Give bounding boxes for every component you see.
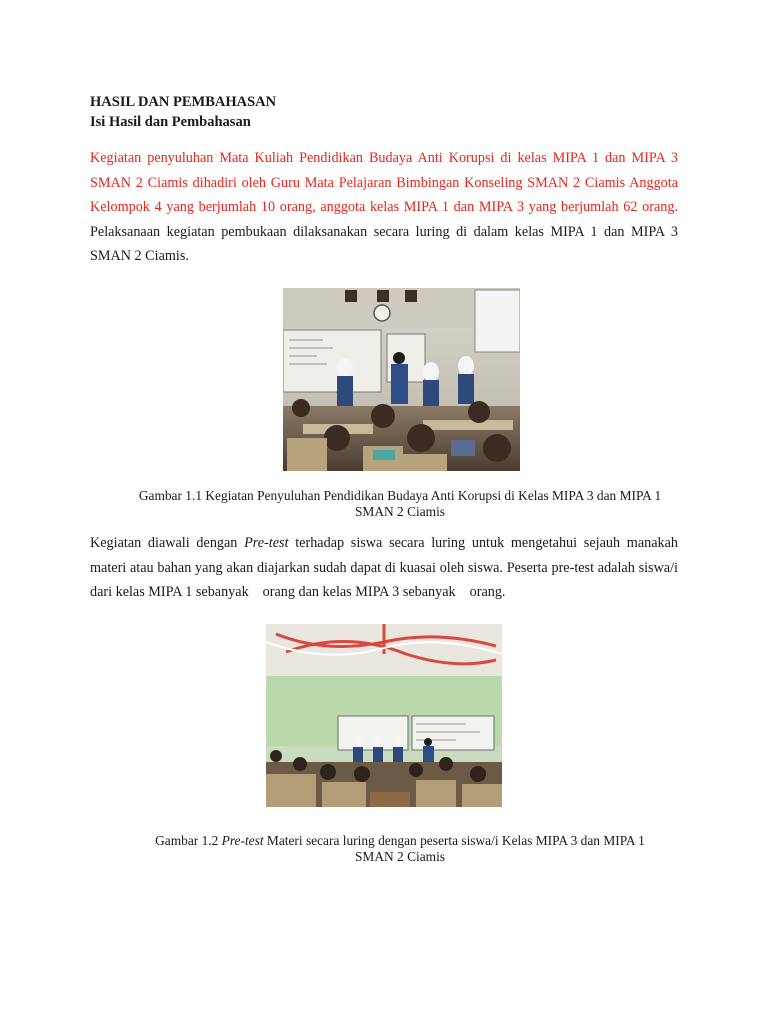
paragraph-text: orang. [469, 584, 506, 600]
figure-caption-2 [100, 833, 700, 865]
highlighted-text: Kegiatan penyuluhan Mata Kuliah Pendidikan Budaya Anti Korupsi di kelas MIPA 1 dan MIPA 3 SMAN 2 Ciamis dihadiri oleh Guru Mata Pelajaran Bimbingan Konseling SMAN 2 Ciamis Anggota Kelompok 4 yang berjumlah 10 orang, anggota kelas MIPA 1 dan MIPA 3 yang berjumlah 62 orang. [90, 150, 678, 215]
caption-italic-term: Pre-test [221, 833, 264, 848]
italic-term: Pre-test [244, 535, 289, 551]
paragraph-text: Pelaksanaan kegiatan pembukaan dilaksanakan secara luring di dalam kelas MIPA 1 dan MIPA 3 SMAN 2 Ciamis. [90, 223, 678, 264]
classroom-photo-2 [266, 624, 502, 807]
paragraph-pretest [90, 531, 678, 605]
paragraph-text: Kegiatan diawali dengan [90, 535, 245, 551]
classroom-photo-1 [283, 288, 520, 471]
figure-caption-1 [100, 488, 700, 520]
caption-prefix: Gambar 1.2 [155, 833, 222, 848]
caption-text: Materi secara luring dengan peserta siswa/i Kelas MIPA 3 dan MIPA 1 [263, 833, 645, 848]
section-subheading: Isi Hasil dan Pembahasan [90, 114, 251, 130]
caption-line [100, 833, 700, 849]
section-heading: HASIL DAN PEMBAHASAN [90, 94, 277, 110]
caption-line: SMAN 2 Ciamis [354, 849, 446, 864]
caption-line: SMAN 2 Ciamis [354, 504, 446, 519]
paragraph-text: terhadap siswa secara luring untuk mengetahui sejauh manakah materi atau bahan yang akan diajarkan sudah dapat di kuasai oleh siswa. Peserta pre-test adalah siswa/i dari kelas MIPA 1 sebanyak [90, 535, 678, 600]
caption-line: Gambar 1.1 Kegiatan Penyuluhan Pendidikan Budaya Anti Korupsi di Kelas MIPA 3 dan MIPA 1 [138, 488, 662, 503]
paragraph-intro [90, 146, 678, 269]
photo-classroom-presentation [283, 288, 520, 471]
photo-classroom-pretest [266, 624, 502, 807]
paragraph-text: orang dan kelas MIPA 3 sebanyak [262, 584, 456, 600]
